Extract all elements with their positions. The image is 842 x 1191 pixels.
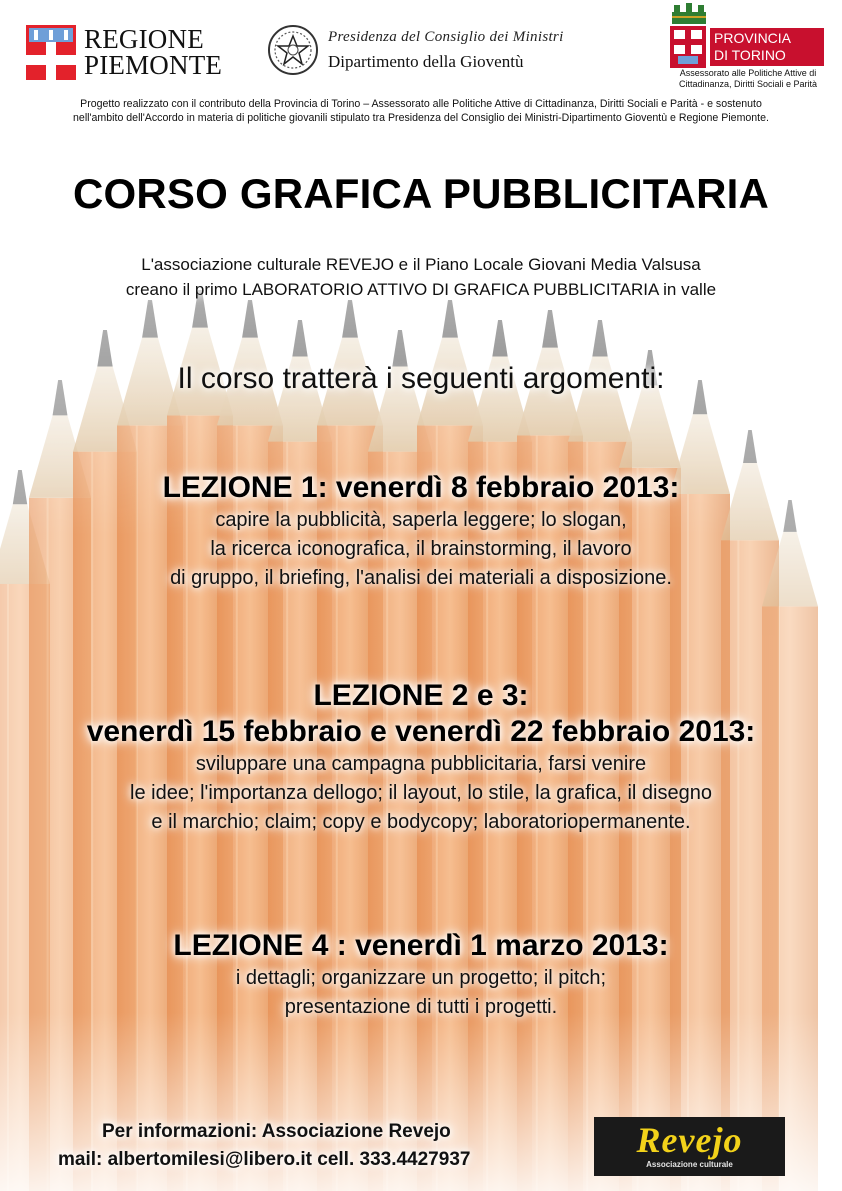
lesson-1-line: capire la pubblicità, saperla leggere; lo slogan, [215, 509, 627, 531]
intro-text [0, 252, 842, 302]
intro-line1: L'associazione culturale REVEJO e il Piano Locale Giovani Media Valsusa [141, 255, 701, 274]
lesson-2-3-heading: LEZIONE 2 e 3: [313, 679, 529, 712]
dipartimento-title: Dipartimento della Gioventù [328, 51, 524, 71]
regione-piemonte-logo [26, 22, 222, 82]
provincia-line2: DI TORINO [714, 47, 786, 63]
lesson-4-line: presentazione di tutti i progetti. [284, 996, 558, 1018]
lesson-1-line: di gruppo, il briefing, l'analisi dei materiali a disposizione. [170, 567, 672, 589]
lesson-2-3-line: e il marchio; claim; copy e bodycopy; laboratoriopermanente. [151, 811, 691, 833]
lesson-2-3-line: sviluppare una campagna pubblicitaria, farsi venire [195, 753, 647, 775]
lesson-2-3-line: le idee; l'importanza dellogo; il layout, lo stile, la grafica, il disegno [130, 782, 712, 804]
page-title: CORSO GRAFICA PUBBLICITARIA [72, 170, 770, 217]
lesson-1 [0, 470, 842, 593]
provincia-subtitle [662, 68, 834, 90]
presidenza-title: Presidenza del Consiglio dei Ministri [328, 28, 564, 45]
lesson-4-line: i dettagli; organizzare un progetto; il pitch; [235, 967, 607, 989]
credit-line1: Progetto realizzato con il contributo della Provincia di Torino – Assessorato alle Politiche Attive di Cittadinanza, Diritti Sociali e Parità - e sostenuto [80, 98, 762, 110]
contact-line1: Per informazioni: Associazione Revejo [102, 1121, 451, 1142]
revejo-logo-name: Revejo [636, 1120, 743, 1160]
regione-line1: REGIONE [84, 24, 204, 54]
provincia-sub2: Cittadinanza, Diritti Sociali e Parità [678, 79, 818, 89]
lesson-1-heading: LEZIONE 1: venerdì 8 febbraio 2013: [162, 471, 680, 504]
italian-emblem-icon [266, 22, 320, 78]
lesson-2-3 [0, 678, 842, 837]
intro-line2: creano il primo LABORATORIO ATTIVO DI GRAFICA PUBBLICITARIA in valle [125, 280, 717, 299]
lesson-2-3-dates: venerdì 15 febbraio e venerdì 22 febbraio 2013: [86, 715, 756, 748]
lesson-1-line: la ricerca iconografica, il brainstorming, il lavoro [210, 538, 632, 560]
revejo-logo [594, 1117, 785, 1176]
credit-line2: nell'ambito dell'Accordo in materia di politiche giovanili stipulato tra Presidenza del Consiglio dei Ministri-Dipartimento Gioventù e Regione Piemonte. [73, 112, 769, 124]
presidenza-logo [266, 22, 564, 78]
revejo-logo-subtitle: Associazione culturale [646, 1160, 733, 1169]
regione-piemonte-flag-icon [26, 25, 76, 80]
provincia-sub1: Assessorato alle Politiche Attive di [679, 68, 817, 78]
provincia-shield-icon [670, 26, 706, 68]
project-credit [0, 97, 842, 125]
topics-heading: Il corso tratterà i seguenti argomenti: [177, 362, 665, 395]
contact-info [58, 1118, 598, 1174]
regione-line2: PIEMONTE [84, 50, 223, 80]
provincia-name [710, 28, 824, 66]
contact-line2: mail: albertomilesi@libero.it cell. 333.4427937 [58, 1149, 471, 1170]
crown-icon [670, 2, 708, 26]
lesson-4 [0, 928, 842, 1022]
provincia-line1: PROVINCIA [714, 30, 792, 46]
lesson-4-heading: LEZIONE 4 : venerdì 1 marzo 2013: [173, 929, 669, 962]
